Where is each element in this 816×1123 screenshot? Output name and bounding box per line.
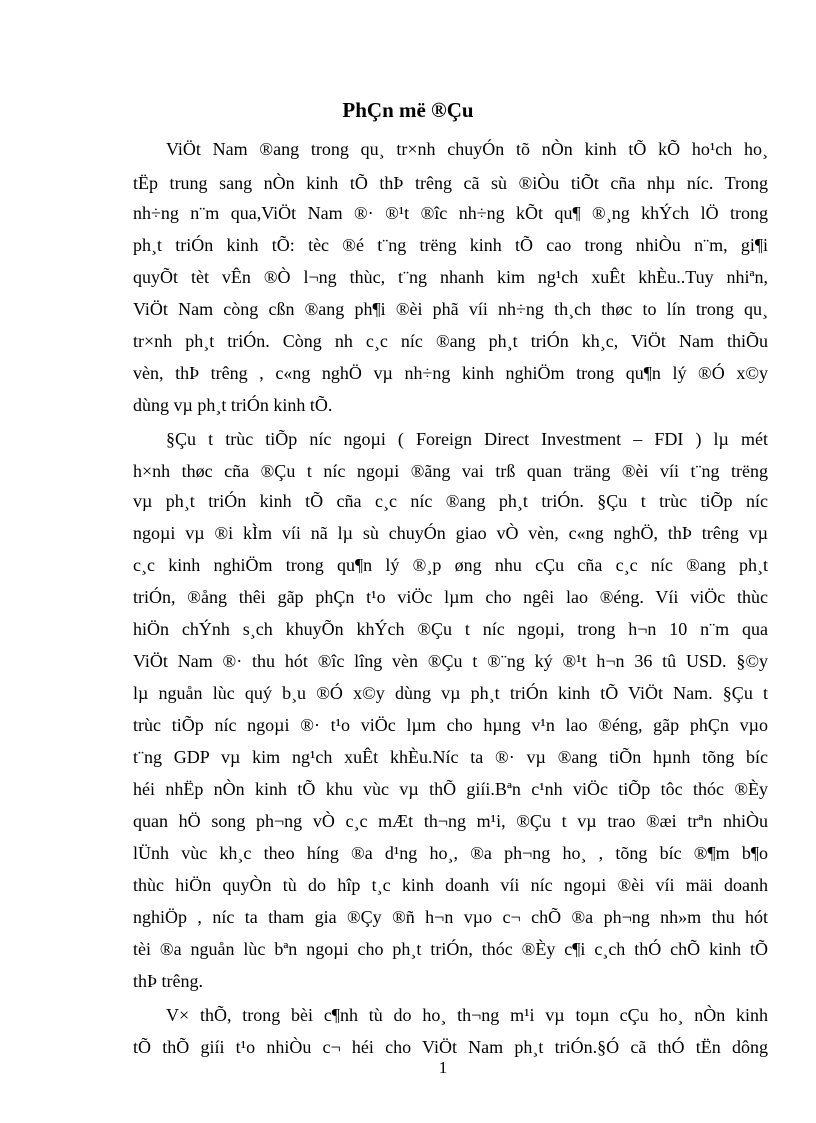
text-line: lµ nguån lùc quý b¸u ®Ó x©y dùng vµ ph¸t triÓn kinh tÕ ViÖt Nam. §Çu t: [133, 683, 768, 703]
text-line: dùng vµ ph¸t triÓn kinh tÕ.: [133, 395, 333, 415]
text-line: h×nh thøc cña ®Çu t níc ngoµi ®ãng vai trß quan träng ®èi víi t¨ng trëng: [133, 461, 768, 481]
text-line: quan hÖ song ph¬ng vÒ c¸c mÆt th¬ng m¹i, ®Çu t vµ trao ®æi trªn nhiÒu: [133, 811, 768, 831]
text-line: nh÷ng n¨m qua,ViÖt Nam ®· ®¹t ®îc nh÷ng kÕt qu¶ ®¸ng khÝch lÖ trong: [133, 203, 768, 223]
text-line: t¨ng GDP vµ kim ng¹ch xuÊt khÈu.Níc ta ®· vµ ®ang tiÕn hµnh tõng bíc: [133, 747, 768, 767]
text-line: vèn, thÞ trêng , c«ng nghÖ vµ nh÷ng kinh nghiÖm trong qu¶n lý ®Ó x©y: [133, 363, 768, 383]
text-line: ph¸t triÓn kinh tÕ: tèc ®é t¨ng trëng kinh tÕ cao trong nhiÒu n¨m, gi¶i: [133, 235, 768, 255]
text-line: triÓn, ®ång thêi gãp phÇn t¹o viÖc lµm cho ngêi lao ®éng. Víi viÖc thùc: [133, 587, 768, 607]
text-line: thÞ trêng.: [133, 971, 203, 991]
text-line: tèi ®a nguån lùc bªn ngoµi cho ph¸t triÓn, thóc ®Èy c¶i c¸ch thÓ chÕ kinh tÕ: [133, 939, 768, 959]
text-line: ngoµi vµ ®i kÌm víi nã lµ sù chuyÓn giao vÒ vèn, c«ng nghÖ, thÞ trêng vµ: [133, 523, 768, 543]
text-line: V× thÕ, trong bèi c¶nh tù do ho¸ th¬ng m¹i vµ toµn cÇu ho¸ nÒn kinh: [166, 1005, 768, 1025]
text-line: lÜnh vùc kh¸c theo híng ®a d¹ng ho¸, ®a ph¬ng ho¸ , tõng bíc ®¶m b¶o: [133, 843, 768, 863]
page-title: PhÇn më ®Çu: [342, 98, 474, 122]
text-line: nghiÖp , níc ta tham gia ®Çy ®ñ h¬n vµo c¬ chÕ ®a ph¬ng nh»m thu hót: [133, 907, 768, 927]
text-line: trùc tiÕp níc ngoµi ®· t¹o viÖc lµm cho hµng v¹n lao ®éng, gãp phÇn vµo: [133, 715, 768, 735]
text-line: vµ ph¸t triÓn kinh tÕ cña c¸c níc ®ang ph¸t triÓn. §Çu t trùc tiÕp níc: [133, 491, 768, 511]
text-line: tr×nh ph¸t triÓn. Còng nh c¸c níc ®ang ph¸t triÓn kh¸c, ViÖt Nam thiÕu: [133, 331, 768, 351]
text-line: c¸c kinh nghiÖm trong qu¶n lý ®¸p øng nhu cÇu cña c¸c níc ®ang ph¸t: [133, 555, 768, 575]
text-line: tÕ thÕ giíi t¹o nhiÒu c¬ héi cho ViÖt Nam ph¸t triÓn.§Ó cã thÓ tËn dông: [133, 1037, 768, 1057]
text-line: tËp trung sang nÒn kinh tÕ thÞ trêng cã sù ®iÒu tiÕt cña nhµ níc. Trong: [133, 173, 768, 193]
text-line: quyÕt tèt vÊn ®Ò l¬ng thùc, t¨ng nhanh kim ng¹ch xuÊt khÈu..Tuy nhiªn,: [133, 267, 768, 287]
text-line: héi nhËp nÒn kinh tÕ khu vùc vµ thÕ giíi.Bªn c¹nh viÖc tiÕp tôc thóc ®Èy: [133, 779, 768, 799]
text-line: §Çu t trùc tiÕp níc ngoµi ( Foreign Direct Investment – FDI ) lµ mét: [166, 429, 768, 449]
text-line: ViÖt Nam ®· thu hót ®îc lîng vèn ®Çu t ®¨ng ký ®¹t h¬n 36 tû USD. §©y: [133, 651, 768, 671]
text-line: thùc hiÖn quyÒn tù do hîp t¸c kinh doanh víi níc ngoµi ®èi víi mäi doanh: [133, 875, 768, 895]
text-line: ViÖt Nam ®ang trong qu¸ tr×nh chuyÓn tõ nÒn kinh tÕ kÕ ho¹ch ho¸: [166, 139, 768, 159]
text-line: ViÖt Nam còng cßn ®ang ph¶i ®èi phã víi nh÷ng th¸ch thøc to lín trong qu¸: [133, 299, 768, 319]
page-number: 1: [438, 1058, 448, 1077]
text-line: hiÖn chÝnh s¸ch khuyÕn khÝch ®Çu t níc ngoµi, trong h¬n 10 n¨m qua: [133, 619, 768, 639]
